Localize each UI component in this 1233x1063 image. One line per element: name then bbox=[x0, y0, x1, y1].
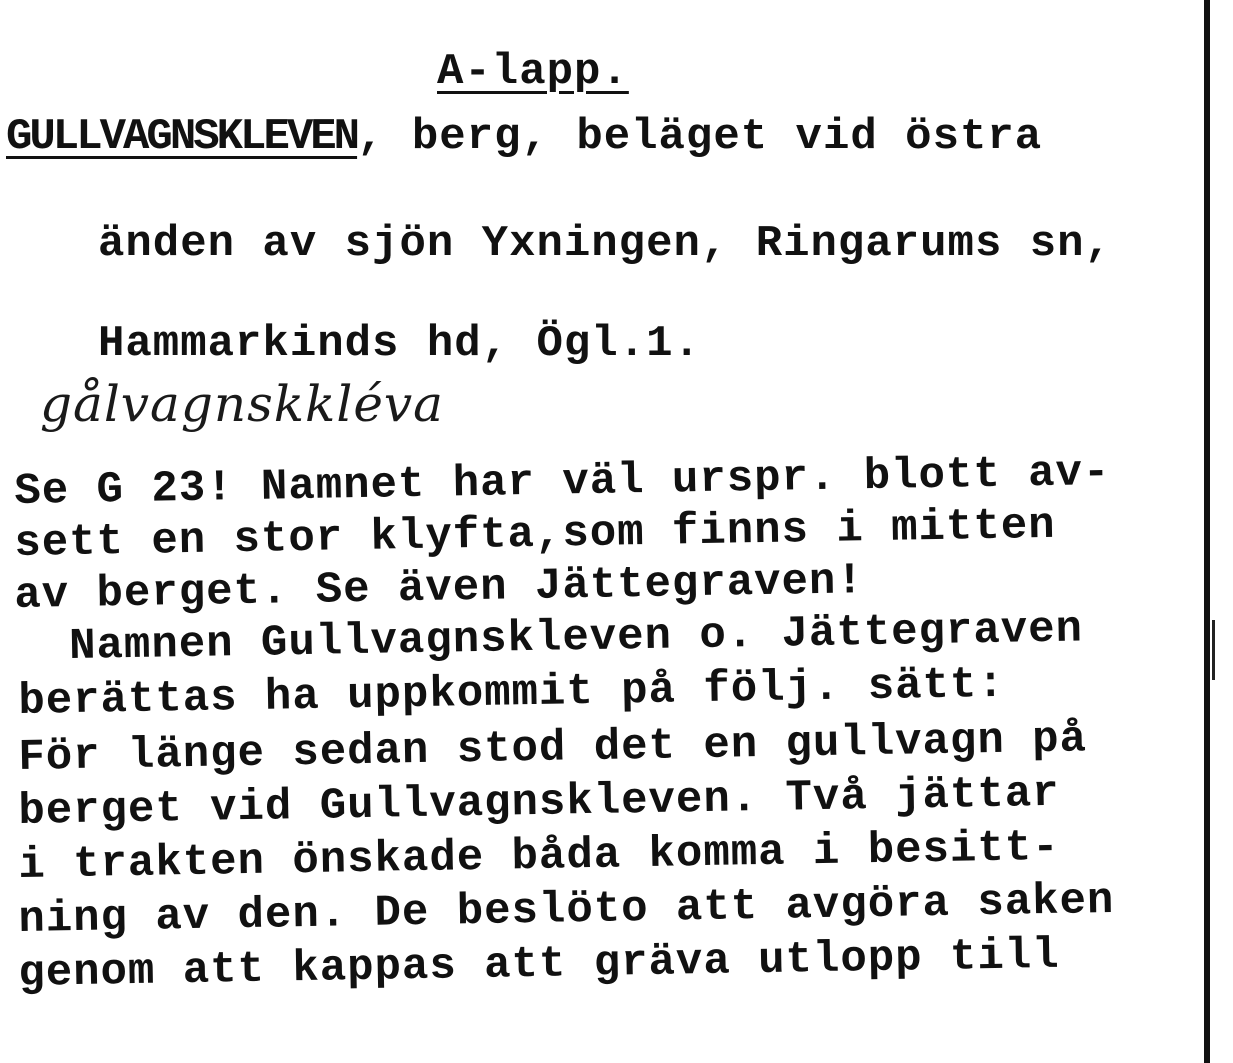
body-line-4: Namnen Gullvagnskleven o. Jättegraven bbox=[13, 604, 1084, 673]
body-line-2: sett en stor klyfta,som finns i mitten bbox=[13, 500, 1057, 569]
handwritten-pronunciation: gålvagnskkléva bbox=[40, 375, 444, 433]
body-line-10: genom att kappas att gräva utlopp till bbox=[17, 930, 1061, 999]
body-line-8: i trakten önskade båda komma i besitt- bbox=[17, 822, 1061, 891]
location-line-2: änden av sjön Yxningen, Ringarums sn, bbox=[98, 219, 1112, 269]
body-line-5: berättas ha uppkommit på följ. sätt: bbox=[17, 659, 1006, 727]
card-edge-mark bbox=[1212, 620, 1215, 680]
body-line-7: berget vid Gullvagnskleven. Två jättar bbox=[17, 768, 1061, 837]
body-line-6: För länge sedan stod det en gullvagn på bbox=[17, 714, 1088, 783]
card-edge-line bbox=[1204, 0, 1210, 1063]
headword-description: , berg, beläget vid östra bbox=[357, 112, 1043, 162]
body-line-3: av berget. Se även Jättegraven! bbox=[13, 556, 865, 621]
headword: GULLVAGNSKLEVEN bbox=[6, 112, 358, 162]
body-line-1: Se G 23! Namnet har väl urspr. blott av- bbox=[13, 447, 1111, 517]
location-line-3: Hammarkinds hd, Ögl.1. bbox=[98, 319, 701, 369]
card-title: A-lapp. bbox=[437, 47, 629, 97]
body-line-9: ning av den. De beslöto att avgöra saken bbox=[17, 875, 1115, 945]
headword-line bbox=[6, 112, 1043, 162]
